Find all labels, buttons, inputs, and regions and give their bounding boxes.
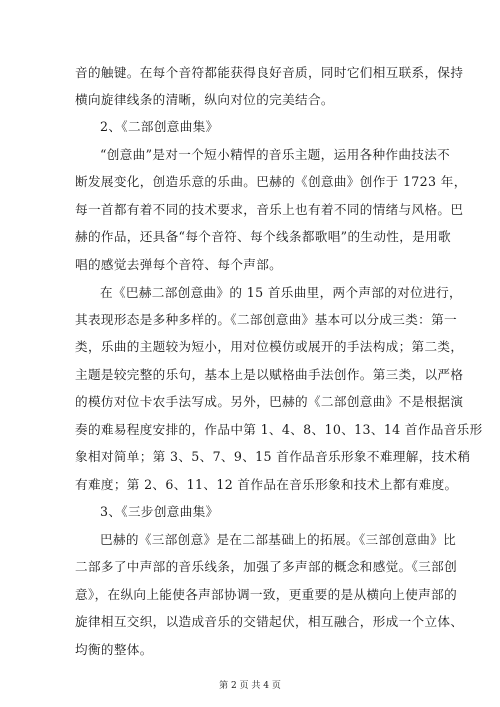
body-line: 巴赫的《三部创意》是在二部基础上的拓展。《三部创意曲》比	[100, 532, 457, 547]
body-line: 象相对简单；第 3、5、7、9、15 首作品音乐形象不难理解，技术稍	[75, 449, 471, 464]
section-heading-3: 3、《三步创意曲集》	[100, 504, 219, 519]
body-line: 唱的感觉去弹每个音符、每个声部。	[75, 257, 283, 272]
body-line: 音的触键。在每个音符都能获得良好音质，同时它们相互联系，保持	[75, 65, 464, 80]
body-line: 断发展变化，创造乐意的乐曲。巴赫的《创意曲》创作于 1723 年，	[75, 174, 467, 189]
body-line: 旋律相互交织，以造成音乐的交错起伏，相互融合，形成一个立体、	[75, 614, 464, 629]
body-line: 意》，在纵向上能使各声部协调一致，更重要的是从横向上使声部的	[75, 587, 458, 602]
page-number-footer: 第 2 页 共 4 页	[219, 681, 281, 691]
body-line: 每一首都有着不同的技术要求，音乐上也有着不同的情绪与风格。巴	[75, 202, 464, 217]
body-line: 赫的作品，还具备“每个音符、每个线条都歌唱”的生动性，是用歌	[75, 229, 452, 244]
body-line: 在《巴赫二部创意曲》的 15 首乐曲里，两个声部的对位进行，	[100, 285, 462, 300]
body-line: 横向旋律线条的清晰，纵向对位的完美结合。	[75, 92, 334, 107]
body-line: 其表现形态是多种多样的。《二部创意曲》基本可以分成三类：第一	[75, 312, 458, 327]
section-heading-2: 2、《二部创意曲集》	[100, 119, 219, 134]
body-line: 有难度；第 2、6、11、12 首作品在音乐形象和技术上都有难度。	[75, 477, 458, 492]
body-line: 均衡的整体。	[75, 642, 153, 657]
body-line: “创意曲”是对一个短小精悍的音乐主题，运用各种作曲技法不	[100, 147, 451, 162]
body-line: 二部多了中声部的音乐线条，加强了多声部的概念和感觉。《三部创	[75, 559, 458, 574]
body-line: 的模仿对位卡农手法写成。另外，巴赫的《二部创意曲》不是根据演	[75, 394, 464, 409]
body-line: 主题是较完整的乐句，基本上是以赋格曲手法创作。第三类，以严格	[75, 367, 464, 382]
body-line: 类，乐曲的主题较为短小，用对位模仿或展开的手法构成；第二类，	[75, 339, 464, 354]
body-line: 奏的难易程度安排的，作品中第 1、4、8、10、13、14 首作品音乐形	[75, 422, 483, 437]
